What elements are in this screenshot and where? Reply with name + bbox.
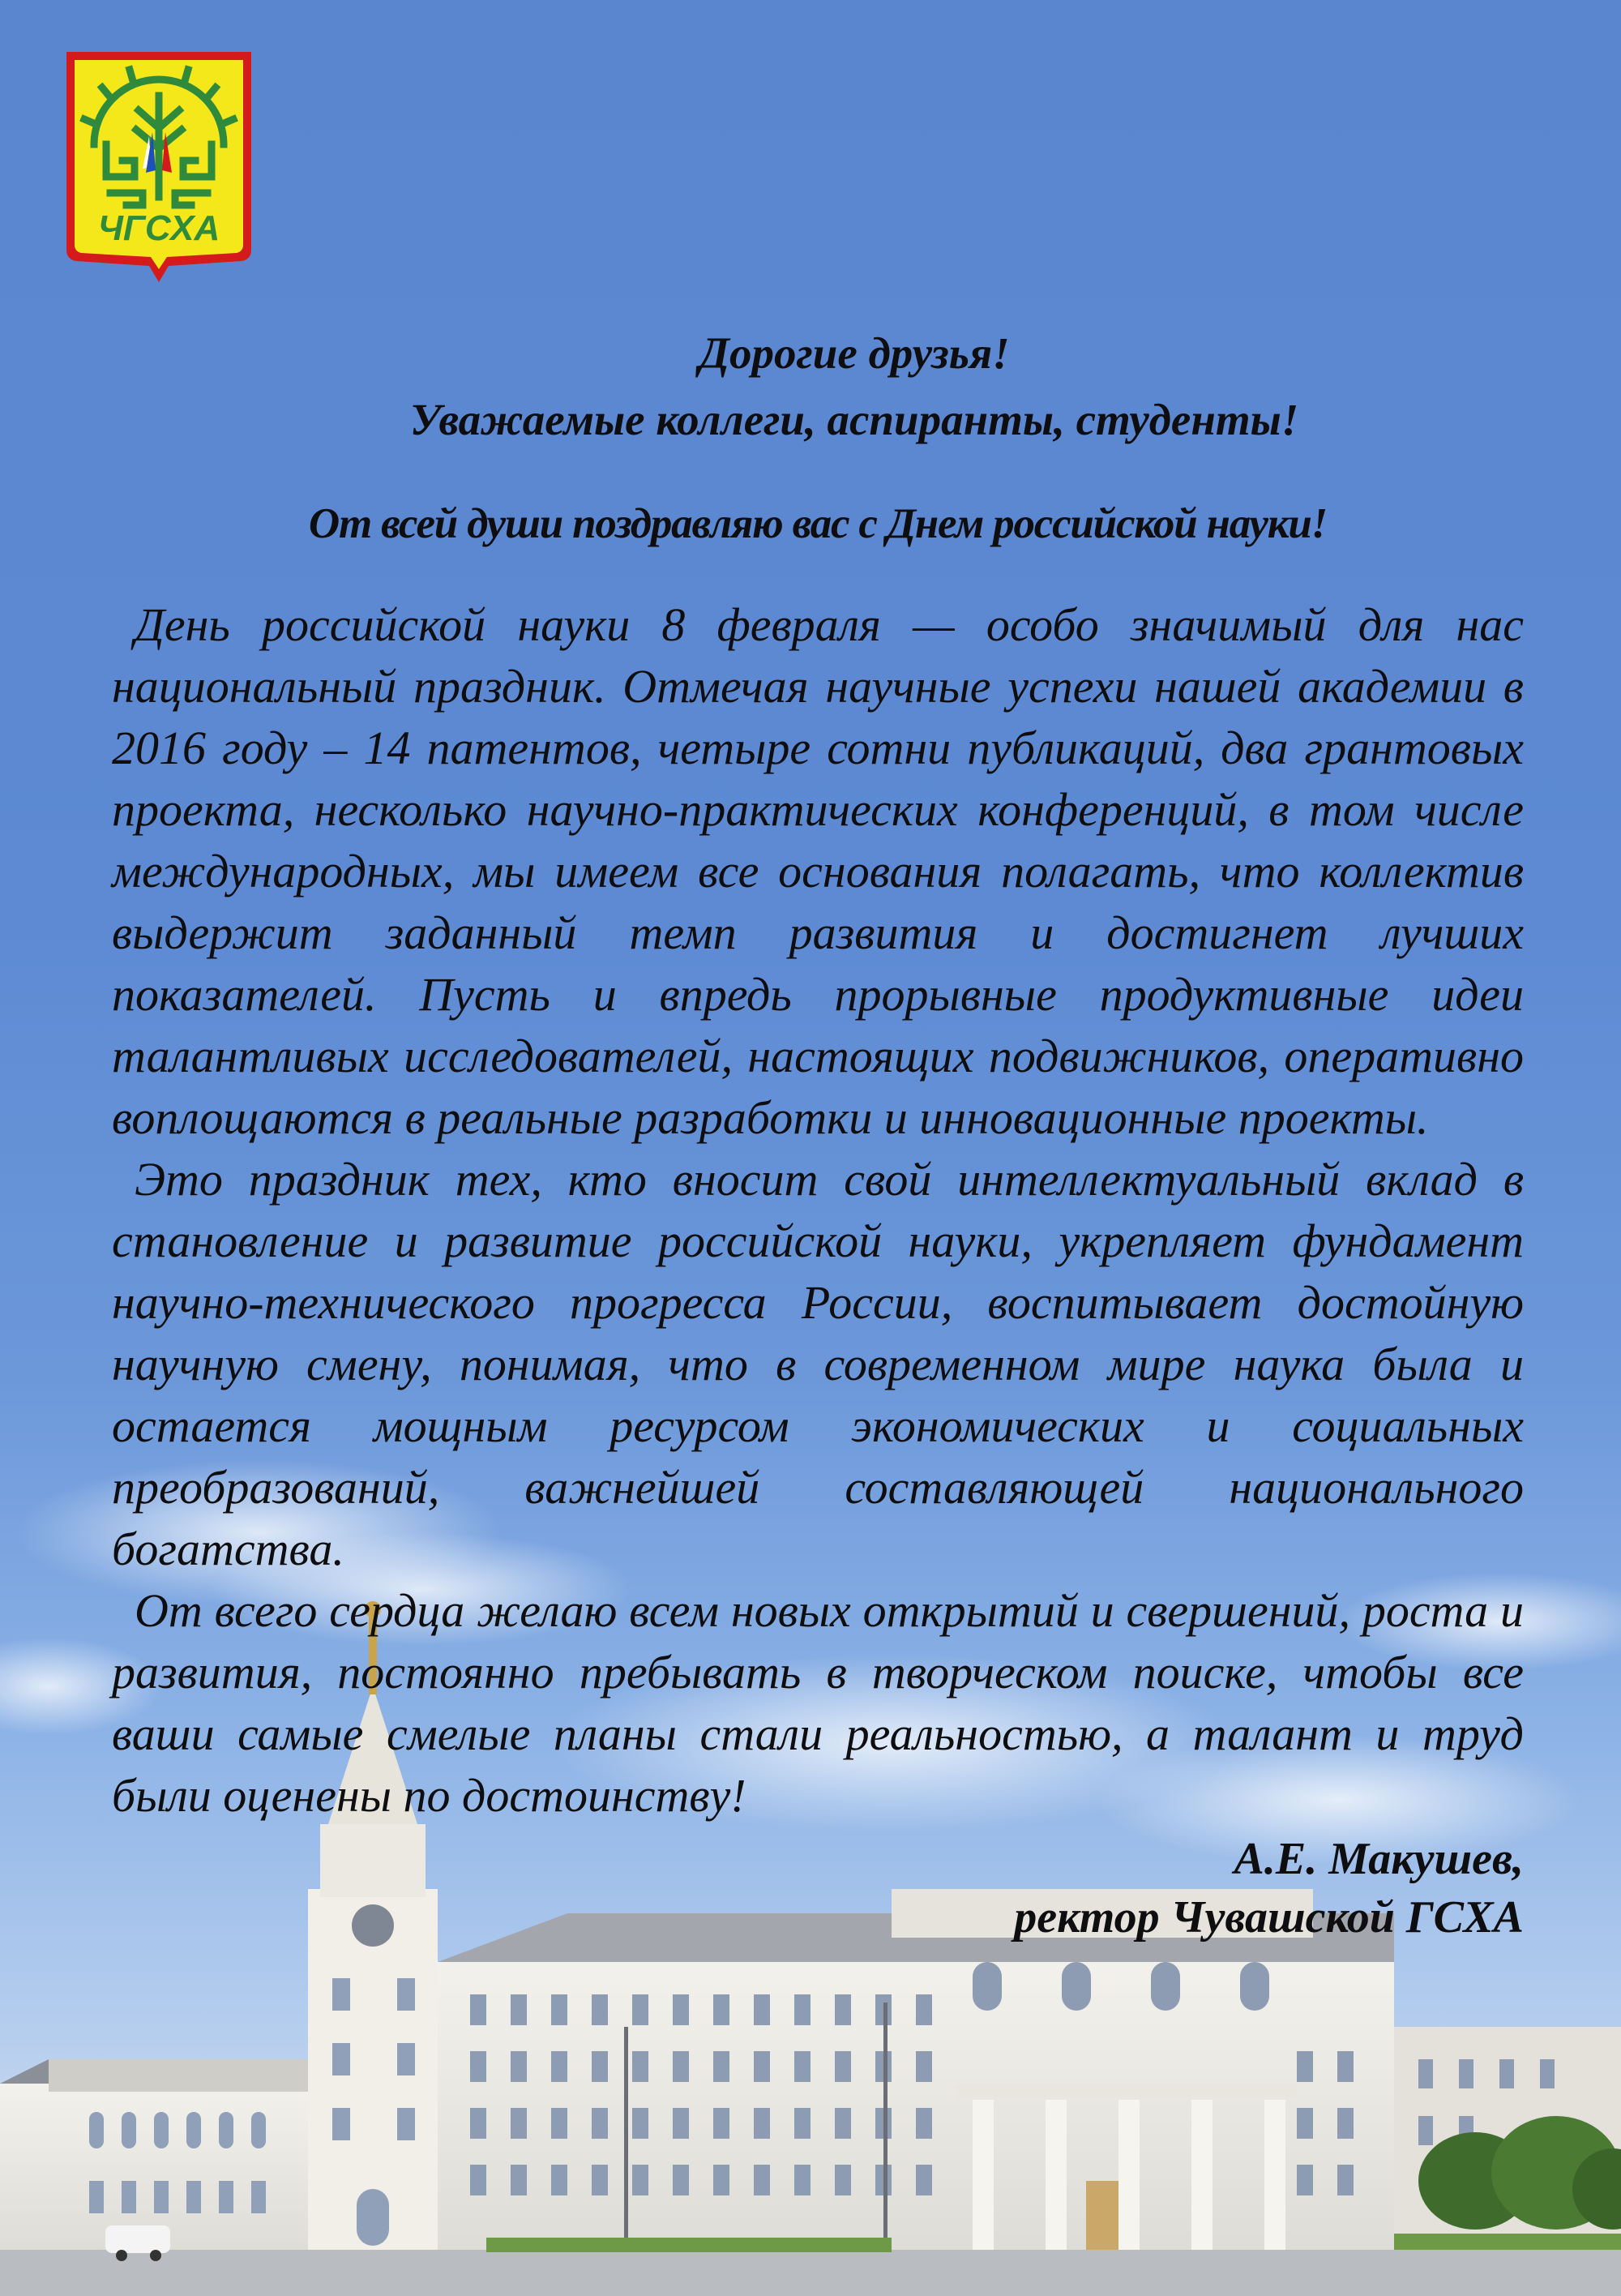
signature	[112, 1830, 1524, 1947]
greeting	[112, 320, 1524, 453]
signature-name: А.Е. Макушев,	[1234, 1834, 1524, 1884]
congratulation-headline: От всей души поздравляю вас с Днем российской науки!	[308, 500, 1328, 547]
paragraph-1: День российской науки 8 февраля — особо значимый для нас национальный праздник. Отмечая научные успехи нашей академии в 2016 году – 14 патентов, четыре сотни публикаций, два грантовых проекта, несколько научно-практических конференций, в том числе международных, мы имеем все основания полагать, что коллектив выдержит заданный темп развития и достигнет лучших показателей. Пусть и впредь прорывные продуктивные идеи талантливых исследователей, настоящих подвижников, оперативно воплощаются в реальные разработки и инновационные проекты.	[112, 598, 1524, 1144]
paragraph-3: От всего сердца желаю всем новых открытий и свершений, роста и развития, постоянно пребывать в творческом поиске, чтобы все ваши самые смелые планы стали реальностью, а талант и труд были оценены по достоинству!	[112, 1584, 1524, 1822]
greeting-line-2: Уважаемые коллеги, аспиранты, студенты!	[409, 395, 1299, 444]
chgskha-logo	[62, 47, 256, 286]
letter-body	[112, 320, 1524, 1947]
paragraph-2: Это праздник тех, кто вносит свой интеллектуальный вклад в становление и развитие российской науки, укрепляет фундамент научно-технического прогресса России, воспитывает достойную научную смену, понимая, что в современном мире наука была и остается мощным ресурсом экономических и социальных преобразований, важнейшей составляющей национального богатства.	[112, 1153, 1524, 1575]
greeting-line-1: Дорогие друзья!	[699, 328, 1010, 378]
logo-text: ЧГСХА	[97, 208, 220, 248]
signature-title: ректор Чувашской ГСХА	[1014, 1892, 1524, 1943]
